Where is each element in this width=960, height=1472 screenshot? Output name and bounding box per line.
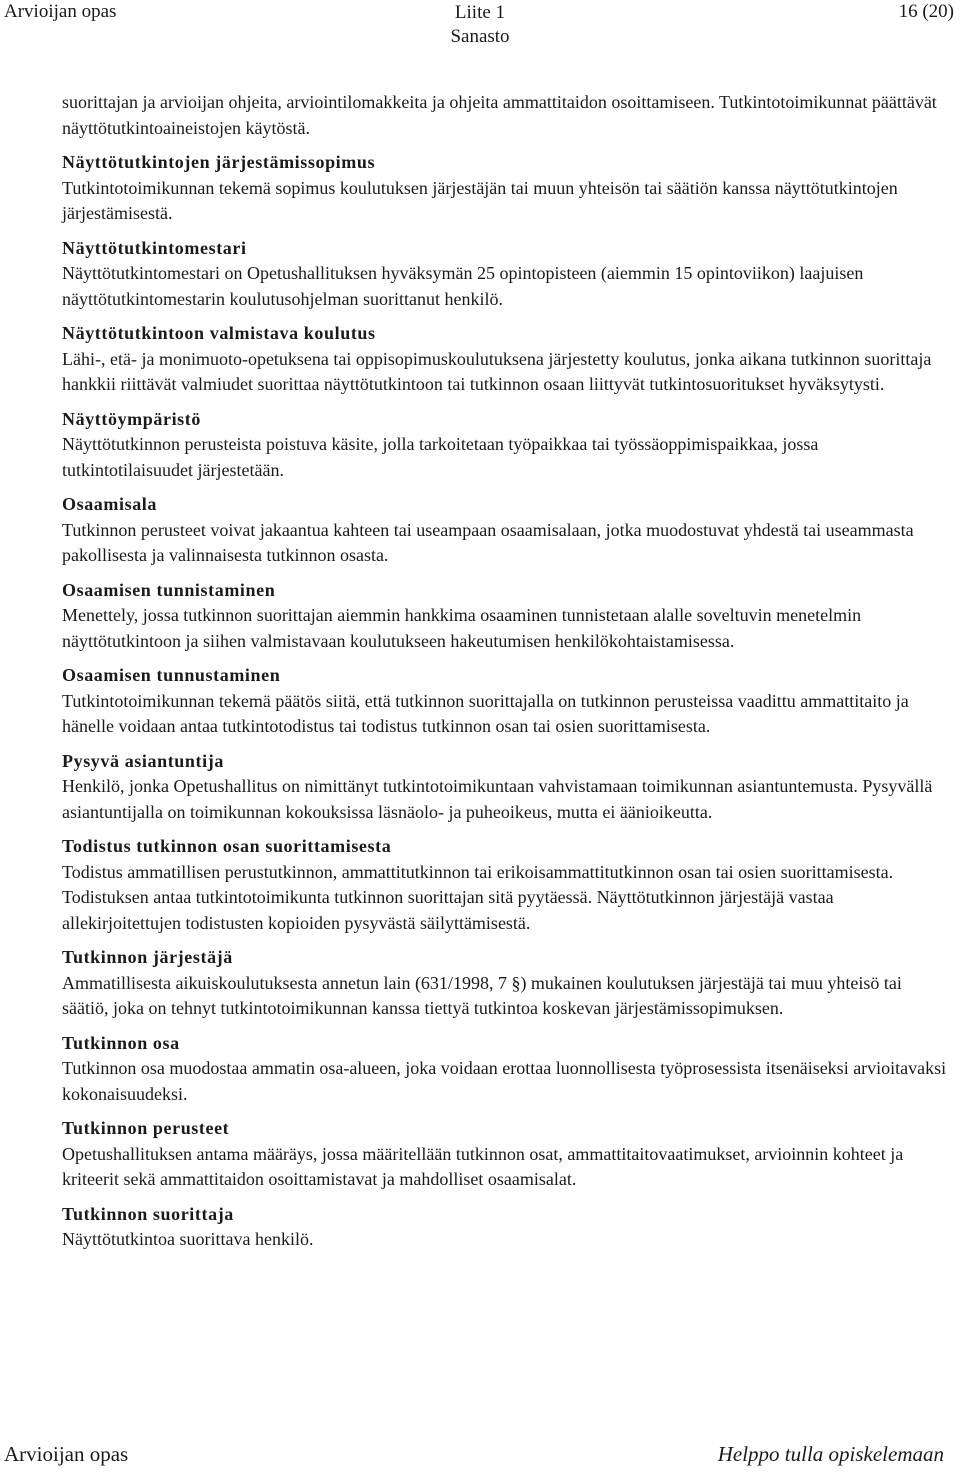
page-header	[0, 0, 960, 60]
glossary-entry	[62, 236, 952, 313]
glossary-definition: Todistus ammatillisen perustutkinnon, ammattitutkinnon tai erikoisammattitutkinnon osan tai osien suorittamisesta. Todistuksen antaa tutkintotoimikunta tutkinnon suorittajan sitä pyytäessä. Näyttötutkinnon järjestäjä vastaa allekirjoitettujen todistusten kopioiden pysyvästä säilyttämisestä.	[62, 861, 894, 933]
glossary-entry	[62, 321, 952, 398]
header-doc-title: Arvioijan opas	[4, 1, 117, 22]
glossary-entry	[62, 1202, 952, 1253]
glossary-entry	[62, 1116, 952, 1193]
glossary-term: Tutkinnon osa	[62, 1032, 180, 1053]
glossary-term: Näyttötutkintoon valmistava koulutus	[62, 323, 376, 343]
glossary-definition: Opetushallituksen antama määräys, jossa määritellään tutkinnon osat, ammattitaitovaatimukset, arvioinnin kohteet ja kriteerit sekä ammattitaidon osoittamistavat ja mahdolliset osaamisalat.	[62, 1143, 904, 1189]
glossary-entry	[62, 834, 952, 936]
glossary-definition: Tutkintotoimikunnan tekemä päätös siitä, että tutkinnon suorittajalla on tutkinnon perusteissa vaadittu ammattitaito ja hänelle voidaan antaa tutkintotodistus tai todistus tutkinnon osan tai osien suorittamisesta.	[62, 690, 909, 736]
glossary-definition: Näyttötutkintomestari on Opetushallituksen hyväksymän 25 opintopisteen (aiemmin 15 opintoviikon) laajuisen näyttötutkintomestarin koulutusohjelman suorittanut henkilö.	[62, 263, 864, 309]
glossary-entry	[62, 150, 952, 227]
glossary-definition: Tutkintotoimikunnan tekemä sopimus koulutuksen järjestäjän tai muun yhteisön tai säätiön kanssa näyttötutkintojen järjestämisestä.	[62, 177, 898, 223]
glossary-entry	[62, 749, 952, 826]
glossary-term: Osaamisen tunnistaminen	[62, 579, 276, 600]
glossary-entry	[62, 492, 952, 569]
footer-slogan: Helppo tulla opiskelemaan	[717, 1442, 944, 1466]
glossary-term: Tutkinnon perusteet	[62, 1118, 230, 1138]
page-footer	[0, 1442, 960, 1472]
glossary-term: Todistus tutkinnon osan suorittamisesta	[62, 836, 392, 856]
intro-paragraph: suorittajan ja arvioijan ohjeita, arviointilomakkeita ja ohjeita ammattitaidon osoittamiseen. Tutkintotoimikunnat päättävät näyttötutkintoaineistojen käytöstä.	[62, 92, 937, 138]
glossary-term: Osaamisen tunnustaminen	[62, 665, 281, 685]
header-appendix-number: Liite 1	[454, 2, 506, 23]
header-page-number: 16 (20)	[898, 1, 954, 22]
glossary-entry	[62, 663, 952, 740]
glossary-definition: Näyttötutkintoa suorittava henkilö.	[62, 1229, 314, 1249]
glossary-term: Tutkinnon järjestäjä	[62, 947, 233, 967]
glossary-content	[62, 90, 952, 1253]
glossary-entry	[62, 945, 952, 1022]
glossary-definition: Tutkinnon perusteet voivat jakaantua kahteen tai useampaan osaamisalaan, jotka muodostuvat yhdestä tai useammasta pakollisesta ja valinnaisesta tutkinnon osasta.	[62, 519, 914, 565]
header-appendix-title: Sanasto	[450, 26, 510, 47]
glossary-term: Näyttöympäristö	[62, 408, 201, 429]
glossary-entry	[62, 1031, 952, 1108]
glossary-entry	[62, 407, 952, 484]
glossary-definition: Tutkinnon osa muodostaa ammatin osa-alueen, joka voidaan erottaa luonnollisesta työprosessista itsenäiseksi arvioitavaksi kokonaisuudeksi.	[62, 1058, 947, 1104]
footer-doc-title: Arvioijan opas	[4, 1442, 129, 1466]
glossary-definition: Lähi-, etä- ja monimuoto-opetuksena tai oppisopimuskoulutuksena järjestetty koulutus, jonka aikana tutkinnon suorittaja hankkii riittävät valmiudet suorittaa näyttötutkintoon tai tutkinnon osaan liittyvät tutkintosuoritukset hyväksytysti.	[62, 348, 932, 394]
glossary-definition: Henkilö, jonka Opetushallitus on nimittänyt tutkintotoimikuntaan vahvistamaan toimikunnan asiantuntemusta. Pysyvällä asiantuntijalla on toimikunnan kokouksissa läsnäolo- ja puheoikeus, mutta ei äänioikeutta.	[62, 776, 933, 822]
glossary-term: Näyttötutkintomestari	[62, 237, 247, 258]
glossary-term: Näyttötutkintojen järjestämissopimus	[62, 152, 376, 172]
header-appendix	[400, 1, 560, 49]
glossary-definition: Menettely, jossa tutkinnon suorittajan aiemmin hankkima osaaminen tunnistetaan alalle soveltuvin menetelmin näyttötutkintoon ja siihen valmistavaan koulutukseen hakeutumisen henkilökohtaistamisessa.	[62, 605, 862, 651]
glossary-term: Pysyvä asiantuntija	[62, 750, 224, 771]
glossary-definition: Ammatillisesta aikuiskoulutuksesta annetun lain (631/1998, 7 §) mukainen koulutuksen järjestäjä tai muu yhteisö tai säätiö, joka on tehnyt tutkintotoimikunnan kanssa tiettyä tutkintoa koskevan järjestämissopimuksen.	[62, 972, 902, 1018]
glossary-term: Tutkinnon suorittaja	[62, 1203, 234, 1224]
glossary-definition: Näyttötutkinnon perusteista poistuva käsite, jolla tarkoitetaan työpaikkaa tai työssäoppimispaikkaa, jossa tutkintotilaisuudet järjestetään.	[62, 434, 819, 480]
glossary-entry	[62, 578, 952, 655]
glossary-term: Osaamisala	[62, 494, 158, 514]
